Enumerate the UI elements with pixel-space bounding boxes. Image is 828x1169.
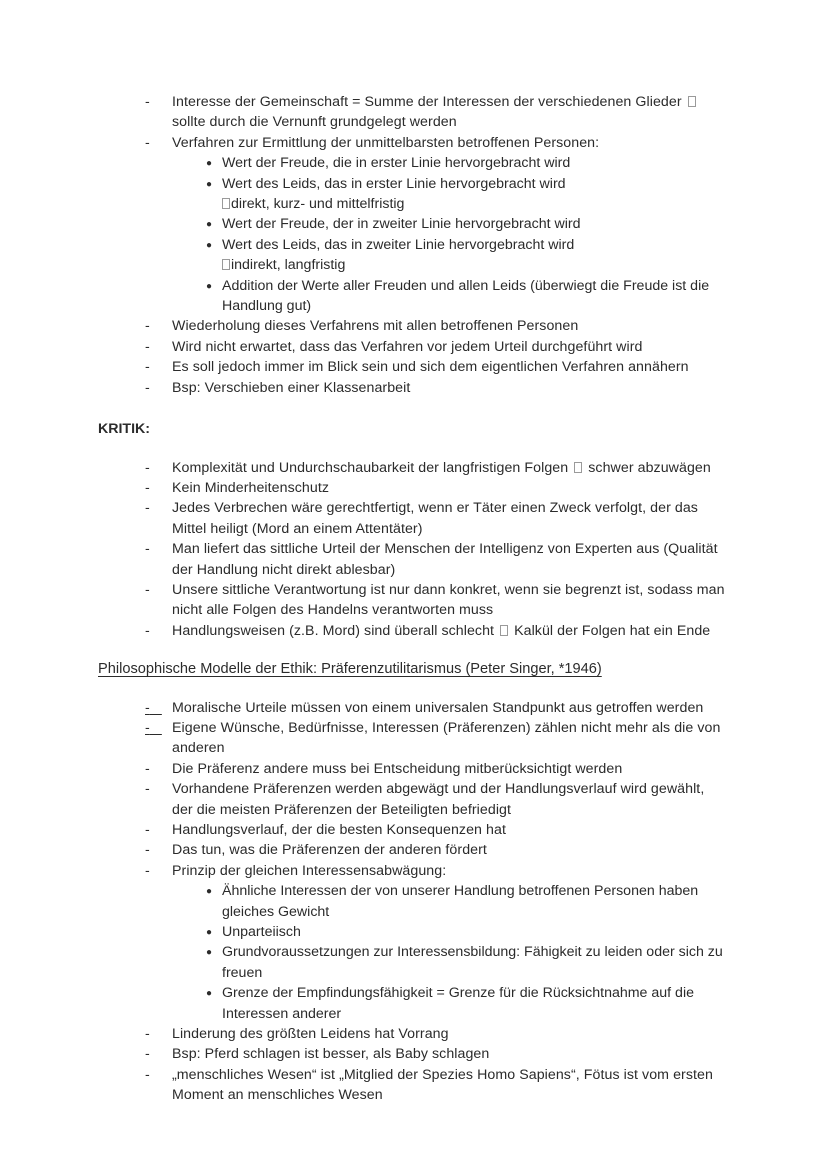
list-item — [98, 133, 728, 153]
dash-marker: - — [145, 822, 150, 838]
dash-marker: - — [145, 781, 150, 798]
dash-marker: - — [145, 134, 150, 151]
sublist-praeferenz — [98, 881, 728, 1024]
list-item — [98, 357, 728, 377]
list-item-text: Grenze der Empfindungsfähigkeit = Grenze für die Rücksichtnahme auf die Interessen anderer — [222, 985, 694, 1022]
list-item — [98, 580, 728, 621]
note-text: indirekt, langfristig — [231, 257, 346, 274]
list-block-one-after — [98, 316, 728, 398]
list-item — [98, 153, 728, 173]
list-item — [98, 214, 728, 234]
list-item-text: Ähnliche Interessen der von unserer Handlung betroffenen Personen haben gleiches Gewicht — [222, 883, 699, 920]
list-praeferenz — [98, 698, 728, 882]
dash-marker: - — [145, 459, 150, 476]
list-item — [98, 539, 728, 580]
missing-glyph-icon — [688, 96, 696, 107]
bullet-marker: ● — [206, 219, 213, 231]
note-line — [98, 255, 728, 275]
list-item-text: Kein Minderheitenschutz — [172, 479, 329, 496]
spacer — [98, 398, 728, 419]
note-text: direkt, kurz- und mittelfristig — [231, 196, 405, 213]
bullet-marker: ● — [206, 886, 213, 898]
list-item — [98, 698, 728, 718]
list-item-text: Unsere sittliche Verantwortung ist nur dann konkret, wenn sie begrenzt ist, sodass man nicht alle Folgen des Handelns verantworten muss — [172, 581, 725, 619]
list-item-text: Man liefert das sittliche Urteil der Menschen der Intelligenz von Experten aus (Qualität der Handlung nicht direkt ablesbar) — [172, 541, 718, 578]
list-item-text: Bsp: Pferd schlagen ist besser, als Baby schlagen — [172, 1046, 490, 1063]
bullet-marker: ● — [206, 280, 213, 292]
list-item — [98, 881, 728, 922]
list-item-text: Addition der Werte aller Freuden und allen Leids (überwiegt die Freude ist die Handlung gut) — [222, 277, 710, 315]
list-item — [98, 718, 728, 759]
dash-marker: - — [145, 719, 150, 736]
list-item — [98, 922, 728, 942]
dash-marker: - — [145, 581, 150, 598]
list-item — [98, 1044, 728, 1064]
list-item-text: Komplexität und Undurchschaubarkeit der langfristigen Folgen schwer abzuwägen — [172, 459, 711, 476]
bullet-marker: ● — [206, 239, 213, 251]
list-item — [98, 92, 728, 133]
list-item — [98, 276, 728, 317]
list-item-text: Wiederholung dieses Verfahrens mit allen betroffenen Personen — [172, 318, 579, 335]
section-heading-praeferenzutilitarismus: Philosophische Modelle der Ethik: Präferenzutilitarismus (Peter Singer, *1946) — [98, 661, 602, 678]
list-item-text: Wert des Leids, das in zweiter Linie hervorgebracht wird — [222, 236, 575, 253]
bullet-marker: ● — [206, 178, 213, 190]
dash-marker: - — [145, 94, 150, 110]
missing-glyph-icon — [222, 198, 230, 209]
list-item-text: Moralische Urteile müssen von einem universalen Standpunkt aus getroffen werden — [172, 699, 704, 716]
dash-marker: - — [145, 1046, 150, 1063]
list-item — [98, 1065, 728, 1106]
list-item-text: Jedes Verbrechen wäre gerechtfertigt, wenn er Täter einen Zweck verfolgt, der das Mittel heiligt (Mord an einem Attentäter) — [172, 500, 698, 537]
list-item-text: „menschliches Wesen“ ist „Mitglied der Spezies Homo Sapiens“, Fötus ist vom ersten Moment an menschliches Wesen — [172, 1066, 713, 1104]
list-item-text: Interesse der Gemeinschaft = Summe der Interessen der verschiedenen Glieder sollte durch die Vernunft grundgelegt werden — [172, 94, 698, 130]
list-item-text: Die Präferenz andere muss bei Entscheidung mitberücksichtigt werden — [172, 760, 623, 777]
list-item-text: Wert des Leids, das in erster Linie hervorgebracht wird — [222, 175, 566, 192]
dash-marker: - — [145, 1026, 150, 1043]
list-item-text: Prinzip der gleichen Interessensabwägung: — [172, 862, 447, 879]
list-item — [98, 621, 728, 641]
dash-marker: - — [145, 862, 150, 879]
dash-marker: - — [145, 699, 150, 716]
list-item — [98, 378, 728, 398]
dash-marker: - — [145, 760, 150, 777]
note-line — [98, 194, 728, 214]
dash-marker: - — [145, 541, 150, 558]
list-item — [98, 337, 728, 357]
dash-marker: - — [145, 500, 150, 517]
list-item-text: Grundvoraussetzungen zur Interessensbildung: Fähigkeit zu leiden oder sich zu freuen — [222, 944, 723, 981]
list-item-text: Unparteiisch — [222, 924, 301, 941]
list-item-text: Eigene Wünsche, Bedürfnisse, Interessen (Präferenzen) zählen nicht mehr als die von anderen — [172, 719, 721, 757]
list-item-text: Handlungsverlauf, der die besten Konsequenzen hat — [172, 822, 506, 838]
spacer — [98, 641, 728, 659]
bullet-marker: ● — [206, 158, 213, 170]
list-item-text: Bsp: Verschieben einer Klassenarbeit — [172, 379, 411, 396]
list-kritik — [98, 458, 728, 642]
list-item — [98, 840, 728, 860]
dash-marker: - — [145, 1066, 150, 1083]
list-item-text: Wert der Freude, die in erster Linie hervorgebracht wird — [222, 155, 571, 172]
list-item — [98, 983, 728, 1024]
section-label-kritik: KRITIK: — [98, 421, 151, 438]
list-item — [98, 478, 728, 498]
sublist-block-one — [98, 153, 728, 316]
missing-glyph-icon — [574, 462, 582, 473]
dash-marker: - — [145, 379, 150, 396]
list-item — [98, 458, 728, 478]
list-item — [98, 759, 728, 779]
spacer — [98, 680, 728, 698]
list-item — [98, 316, 728, 336]
spacer — [98, 440, 728, 458]
list-block-one — [98, 92, 728, 153]
list-item — [98, 1024, 728, 1044]
dash-marker: - — [145, 318, 150, 335]
missing-glyph-icon — [500, 625, 508, 636]
list-item-text: Verfahren zur Ermittlung der unmittelbarsten betroffenen Personen: — [172, 134, 600, 151]
list-item-text: Es soll jedoch immer im Blick sein und sich dem eigentlichen Verfahren annähern — [172, 359, 689, 376]
list-praeferenz-after — [98, 1024, 728, 1106]
document-content — [98, 92, 728, 1106]
list-item — [98, 861, 728, 881]
dash-marker: - — [145, 359, 150, 376]
list-item — [98, 174, 728, 194]
list-item — [98, 779, 728, 820]
list-item-text: Wert der Freude, der in zweiter Linie hervorgebracht wird — [222, 216, 581, 233]
missing-glyph-icon — [222, 259, 230, 270]
list-item — [98, 235, 728, 255]
list-item-text: Das tun, was die Präferenzen der anderen fördert — [172, 842, 487, 859]
list-item-text: Handlungsweisen (z.B. Mord) sind überall schlecht Kalkül der Folgen hat ein Ende — [172, 622, 711, 639]
dash-marker: - — [145, 479, 150, 496]
list-item — [98, 942, 728, 983]
list-item — [98, 820, 728, 840]
dash-marker: - — [145, 338, 150, 355]
list-item-text: Linderung des größten Leidens hat Vorrang — [172, 1026, 449, 1043]
dash-marker: - — [145, 622, 150, 639]
list-item-text: Wird nicht erwartet, dass das Verfahren vor jedem Urteil durchgeführt wird — [172, 338, 643, 355]
bullet-marker: ● — [206, 988, 213, 1000]
bullet-marker: ● — [206, 927, 213, 939]
list-item-text: Vorhandene Präferenzen werden abgewägt und der Handlungsverlauf wird gewählt, der die meisten Präferenzen der Beteiligten befriedigt — [172, 781, 705, 818]
dash-marker: - — [145, 842, 150, 859]
list-item — [98, 498, 728, 539]
bullet-marker: ● — [206, 947, 213, 959]
